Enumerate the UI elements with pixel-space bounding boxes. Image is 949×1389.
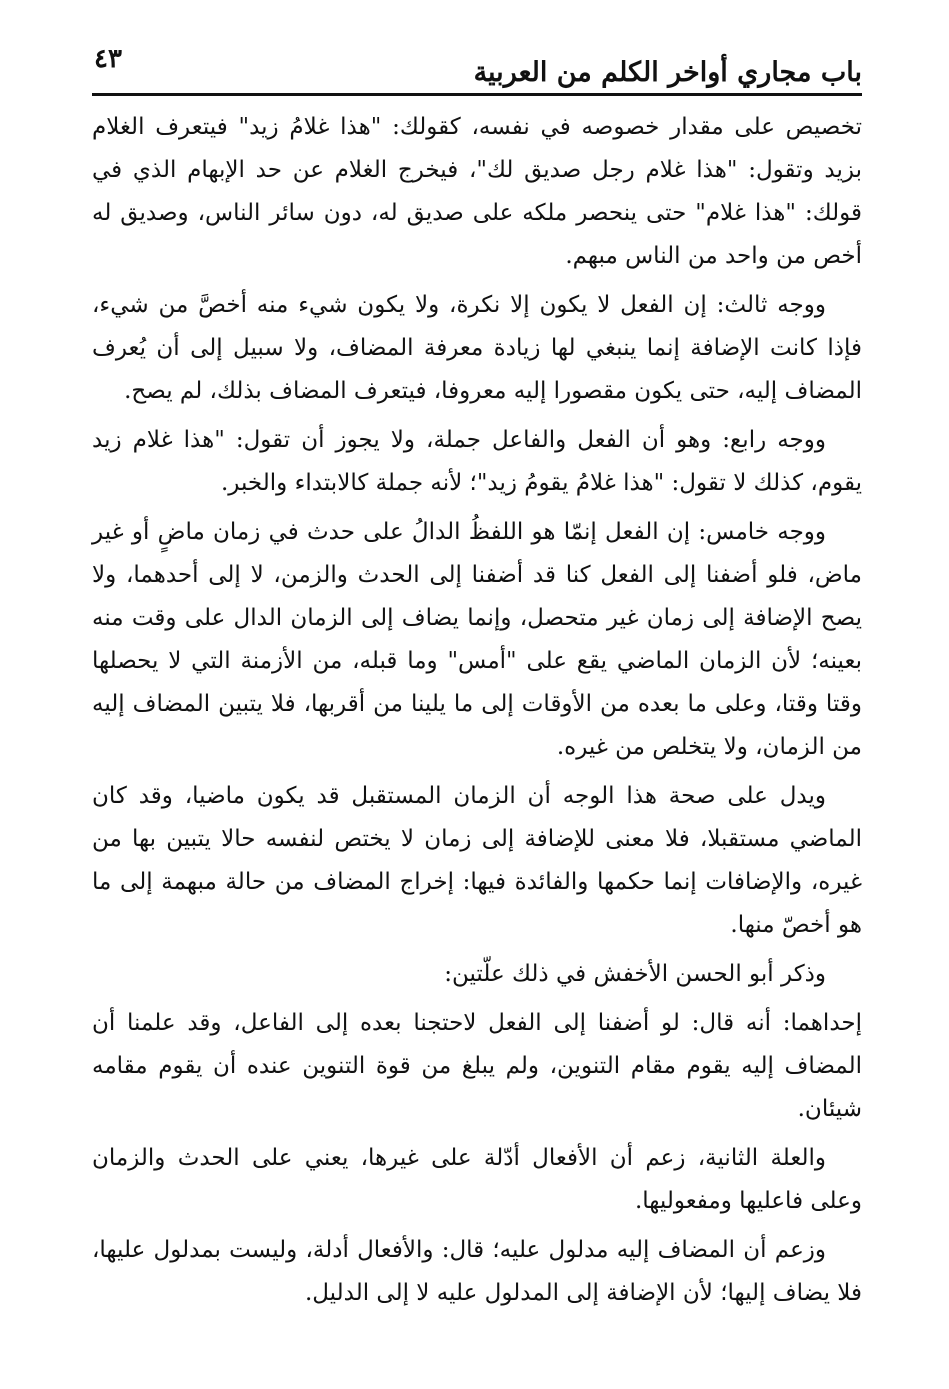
page-body xyxy=(92,106,862,1315)
paragraph: ووجه خامس: إن الفعل إنمّا هو اللفظُ الدالُ على حدث في زمان ماضٍ أو غير ماض، فلو أضفنا إلى الفعل كنا قد أضفنا إلى الحدث والزمن، لا إلى أحدهما، ولا يصح الإضافة إلى زمان غير متحصل، وإنما يضاف إلى الزمان الدال على وقت منه بعينه؛ لأن الزمان الماضي يقع على "أمس" وما قبله، من الأزمنة التي لا يحصلها وقتا وقتا، وعلى ما بعده من الأوقات إلى ما يلينا من أقربها، فلا يتبين المضاف إليه من الزمان، ولا يتخلص من غيره. xyxy=(92,519,862,760)
paragraph: والعلة الثانية، زعم أن الأفعال أدّلة على غيرها، يعني على الحدث والزمان وعلى فاعليها ومفعوليها. xyxy=(92,1145,862,1214)
page-number: ٤٣ xyxy=(94,44,122,74)
paragraph: وزعم أن المضاف إليه مدلول عليه؛ قال: والأفعال أدلة، وليست بمدلول عليها، فلا يضاف إليها؛ لأن الإضافة إلى المدلول عليه لا إلى الدليل. xyxy=(92,1237,862,1306)
paragraph: ووجه ثالث: إن الفعل لا يكون إلا نكرة، ولا يكون شيء منه أخصَّ من شيء، فإذا كانت الإضافة إنما ينبغي لها زيادة معرفة المضاف، ولا سبيل إلى أن يُعرف المضاف إليه، حتى يكون مقصورا إليه معروفا، فيتعرف المضاف بذلك، لم يصح. xyxy=(92,292,862,404)
book-page xyxy=(92,38,862,1358)
paragraph: تخصيص على مقدار خصوصه في نفسه، كقولك: "هذا غلامُ زيد" فيتعرف الغلام بزيد وتقول: "هذا غلام رجل صديق لك"، فيخرج الغلام عن حد الإبهام الذي في قولك: "هذا غلام" حتى ينحصر ملكه على صديق له، دون سائر الناس، وصديق له أخص من واحد من الناس مبهم. xyxy=(92,114,862,269)
page-header xyxy=(92,38,862,96)
paragraph: وذكر أبو الحسن الأخفش في ذلك علّتين: xyxy=(444,961,826,987)
paragraph: ووجه رابع: وهو أن الفعل والفاعل جملة، ولا يجوز أن تقول: "هذا غلام زيد يقوم، كذلك لا تقول: "هذا غلامُ يقومُ زيد"؛ لأنه جملة كالابتداء والخبر. xyxy=(92,427,862,496)
paragraph: إحداهما: أنه قال: لو أضفنا إلى الفعل لاحتجنا بعده إلى الفاعل، وقد علمنا أن المضاف إليه يقوم مقام التنوين، ولم يبلغ من قوة التنوين عنده أن يقوم مقامه شيئان. xyxy=(92,1010,862,1122)
running-title: باب مجاري أواخر الكلم من العربية xyxy=(473,57,862,88)
paragraph: ويدل على صحة هذا الوجه أن الزمان المستقبل قد يكون ماضيا، وقد كان الماضي مستقبلا، فلا معنى للإضافة إلى زمان لا يختص لنفسه حالا يتبين بها من غيره، والإضافات إنما حكمها والفائدة فيها: إخراج المضاف من حالة مبهمة إلى ما هو أخصّ منها. xyxy=(92,783,862,938)
